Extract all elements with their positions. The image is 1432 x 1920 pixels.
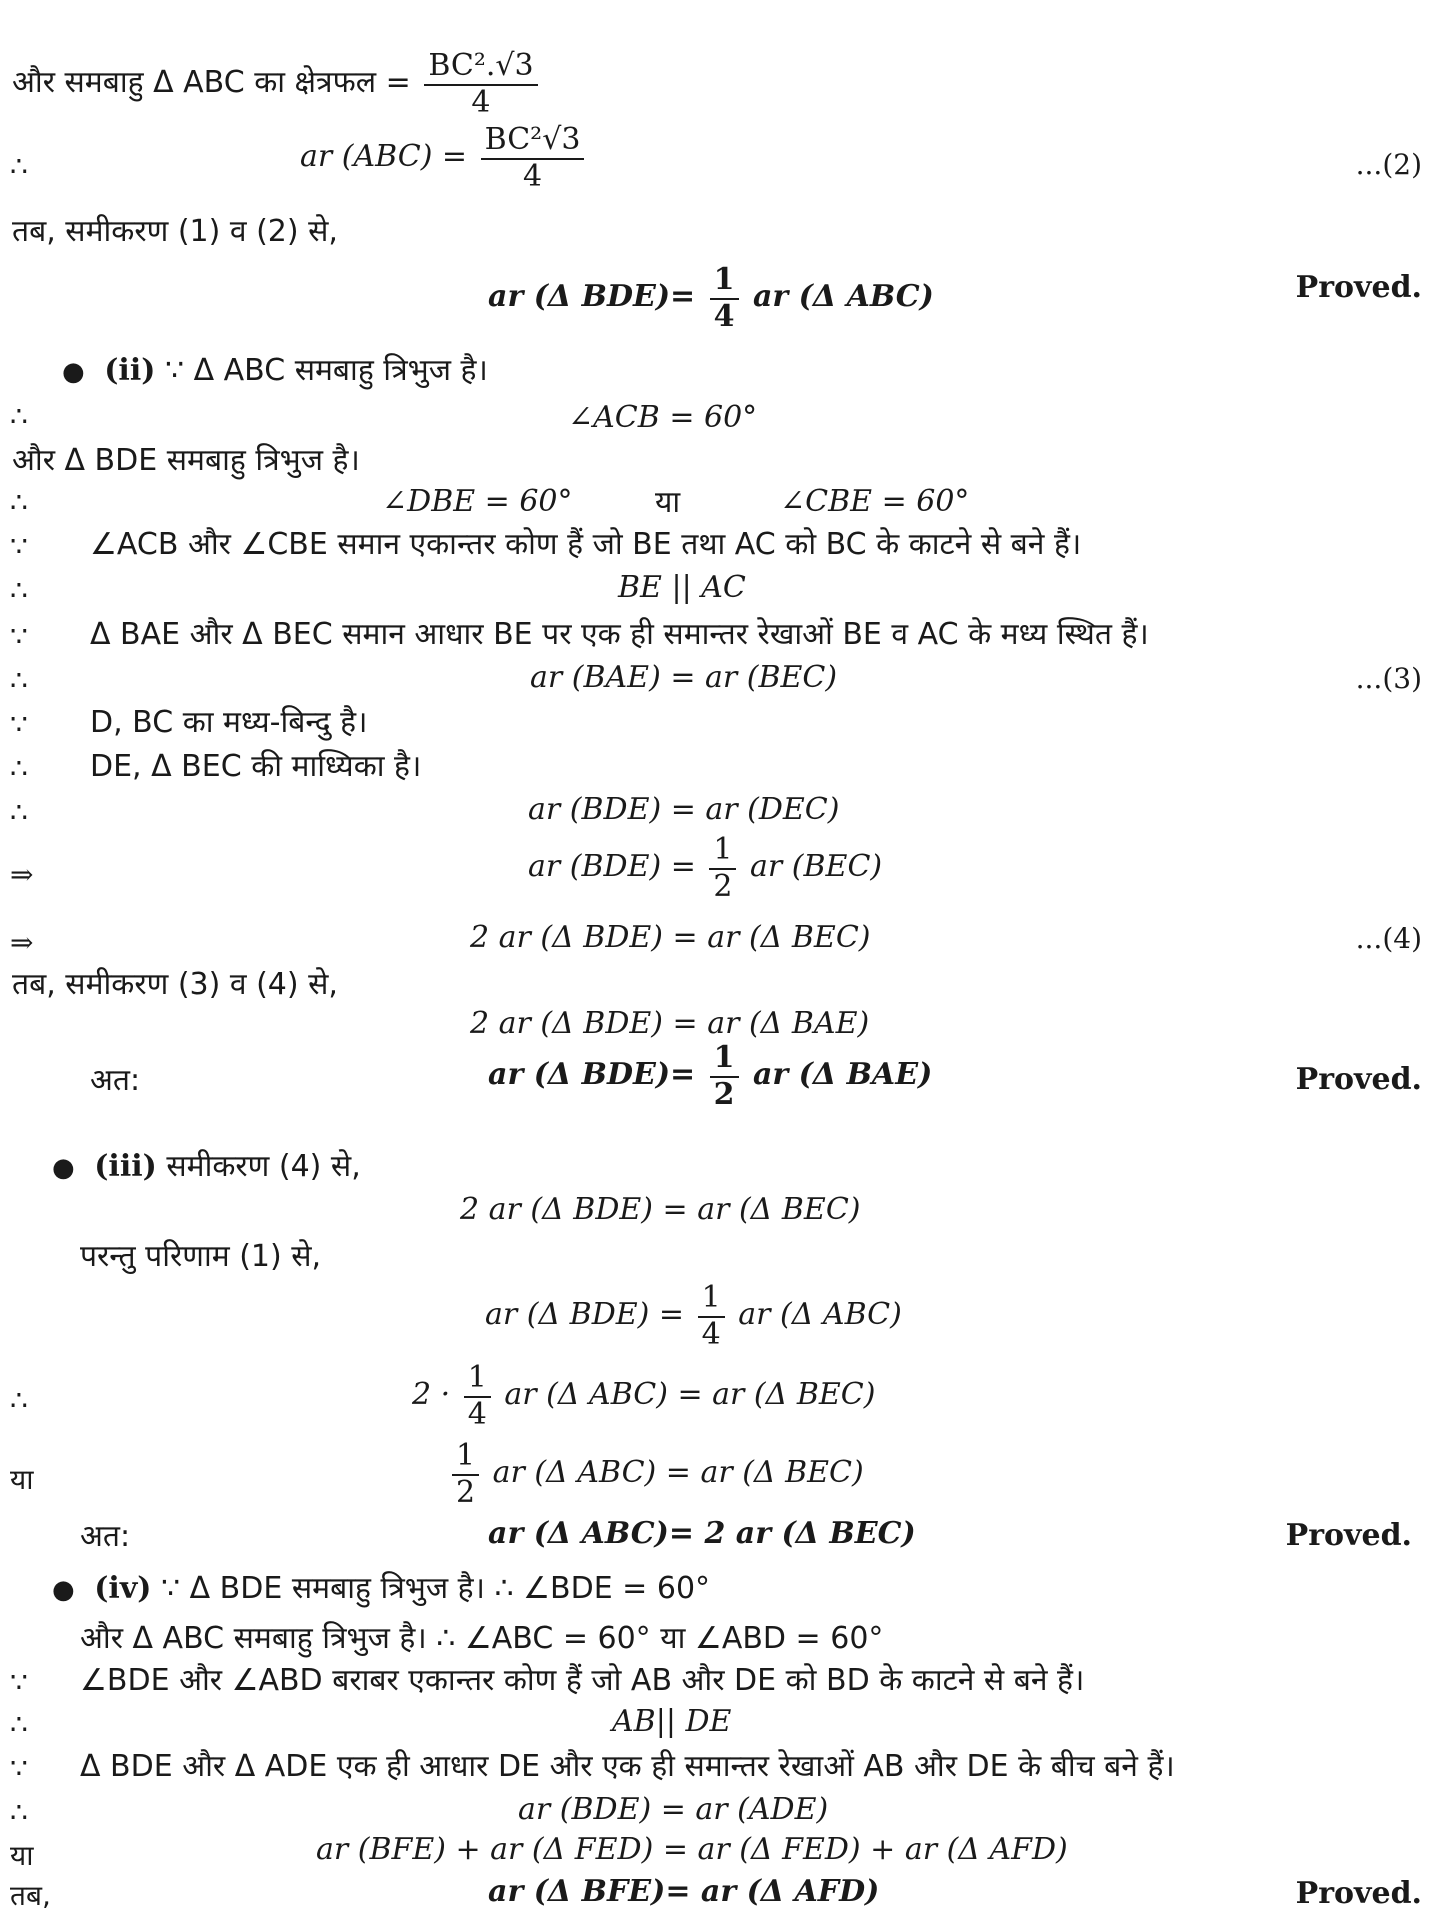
- fraction-numerator: BC²√3: [481, 122, 585, 160]
- double-area-equation: 2 ar (Δ BDE) = ar (Δ BAE): [470, 1006, 870, 1041]
- therefore-symbol: ∴: [10, 1708, 28, 1741]
- equation-ref-2: ...(2): [1355, 148, 1422, 181]
- equation-2: [300, 122, 588, 194]
- equation-rhs: ar (Δ ABC) = ar (Δ BEC): [492, 1455, 864, 1490]
- part-label: (ii): [104, 353, 156, 388]
- therefore-symbol: ∴: [10, 400, 28, 433]
- bullet-icon: ●: [52, 1575, 75, 1605]
- implies-symbol: ⇒: [10, 926, 34, 959]
- equation-ref-3: ...(3): [1355, 662, 1422, 695]
- area-text: और समबाहु Δ ABC का क्षेत्रफल =: [12, 65, 411, 100]
- double-area-equation: 2 ar (Δ BDE) = ar (Δ BEC): [460, 1192, 861, 1227]
- fraction-numerator: 1: [710, 262, 739, 300]
- therefore-symbol: ∴: [10, 574, 28, 607]
- then-statement: तब, समीकरण (3) व (4) से,: [12, 967, 338, 1002]
- fraction-denominator: 4: [713, 299, 735, 334]
- proof-result-i: [488, 262, 934, 334]
- bullet-icon: ●: [52, 1153, 75, 1183]
- quarter-area-equation: [485, 1280, 902, 1352]
- therefore-symbol: ∴: [10, 1384, 28, 1417]
- proved-label: Proved.: [1295, 270, 1422, 305]
- equation-lhs: ar (Δ BDE) =: [485, 1297, 685, 1332]
- fraction-numerator: 1: [710, 1040, 739, 1078]
- alternate-angles-statement: ∠BDE और ∠ABD बराबर एकान्तर कोण हैं जो AB और DE को BD के काटने से बने हैं।: [80, 1663, 1085, 1698]
- hence-word: अत:: [80, 1519, 131, 1554]
- implies-symbol: ⇒: [10, 858, 34, 891]
- median-equation: ar (BDE) = ar (DEC): [528, 792, 840, 827]
- part-text: ∵ Δ ABC समबाहु त्रिभुज है।: [164, 353, 488, 388]
- therefore-symbol: ∴: [10, 486, 28, 519]
- fraction-numerator: 1: [698, 1280, 725, 1318]
- therefore-symbol: ∴: [10, 1796, 28, 1829]
- be-parallel-ac: BE || AC: [618, 570, 746, 605]
- equation-fraction: [464, 1360, 491, 1432]
- then-statement: तब, समीकरण (1) व (2) से,: [12, 214, 338, 249]
- because-symbol: ∵: [10, 530, 28, 563]
- equation-lhs: ar (Δ BDE)=: [488, 279, 696, 314]
- half-area-equation: [528, 832, 882, 904]
- proved-label: Proved.: [1295, 1876, 1422, 1911]
- same-base-statement: Δ BDE और Δ ADE एक ही आधार DE और एक ही समान्तर रेखाओं AB और DE के बीच बने हैं।: [80, 1749, 1175, 1784]
- result-1-statement: परन्तु परिणाम (1) से,: [80, 1239, 322, 1274]
- fraction-denominator: 4: [467, 1397, 487, 1432]
- substitution-equation: [412, 1360, 875, 1432]
- part-iii-heading: [52, 1148, 361, 1187]
- area-statement: [12, 48, 542, 120]
- equation-rhs: ar (Δ BAE): [752, 1057, 933, 1092]
- equation-lhs: ar (Δ BDE)=: [488, 1057, 696, 1092]
- because-symbol: ∵: [10, 708, 28, 741]
- fraction-numerator: 1: [464, 1360, 491, 1398]
- bde-equilateral: और Δ BDE समबाहु त्रिभुज है।: [12, 443, 360, 478]
- therefore-symbol: ∴: [10, 752, 28, 785]
- equation-fraction: [698, 1280, 725, 1352]
- angle-dbe: ∠DBE = 60°: [382, 484, 573, 519]
- fraction-numerator: BC².√3: [424, 48, 537, 86]
- angle-cbe: ∠CBE = 60°: [780, 484, 970, 519]
- proof-result-iv: ar (Δ BFE)= ar (Δ AFD): [488, 1874, 880, 1909]
- part-iv-heading: [52, 1570, 710, 1609]
- area-bde-ade: ar (BDE) = ar (ADE): [518, 1792, 829, 1827]
- simplified-equation: [448, 1438, 864, 1510]
- or-word: या: [10, 1839, 34, 1872]
- proof-result-ii: [488, 1040, 932, 1112]
- abc-equilateral: और Δ ABC समबाहु त्रिभुज है। ∴ ∠ABC = 60° या ∠ABD = 60°: [80, 1621, 884, 1656]
- proof-result-iii: ar (Δ ABC)= 2 ar (Δ BEC): [488, 1516, 916, 1551]
- fraction-numerator: 1: [452, 1438, 479, 1476]
- equation-4: 2 ar (Δ BDE) = ar (Δ BEC): [470, 920, 871, 955]
- bullet-icon: ●: [62, 357, 85, 387]
- equation-rhs: ar (BEC): [750, 849, 883, 884]
- therefore-symbol: ∴: [10, 796, 28, 829]
- or-word: या: [10, 1463, 34, 1496]
- equation-fraction: [452, 1438, 479, 1510]
- because-symbol: ∵: [10, 1752, 28, 1785]
- midpoint-statement: D, BC का मध्य-बिन्दु है।: [90, 705, 368, 740]
- fraction-denominator: 4: [701, 1317, 721, 1352]
- equation-rhs: ar (Δ ABC): [752, 279, 934, 314]
- fraction-denominator: 2: [713, 869, 733, 904]
- because-symbol: ∵: [10, 620, 28, 653]
- proved-label: Proved.: [1285, 1518, 1412, 1553]
- equation-rhs: ar (Δ ABC): [738, 1297, 902, 1332]
- part-text: समीकरण (4) से,: [166, 1149, 361, 1184]
- therefore-symbol: ∴: [10, 664, 28, 697]
- ab-parallel-de: AB|| DE: [612, 1704, 732, 1739]
- fraction-numerator: 1: [709, 832, 736, 870]
- alternate-angles-statement: ∠ACB और ∠CBE समान एकान्तर कोण हैं जो BE तथा AC को BC के काटने से बने हैं।: [90, 527, 1082, 562]
- equation-ref-4: ...(4): [1355, 922, 1422, 955]
- because-symbol: ∵: [10, 1666, 28, 1699]
- hence-word: अत:: [90, 1063, 141, 1098]
- fraction-denominator: 2: [456, 1475, 476, 1510]
- equation-fraction: [709, 832, 736, 904]
- equation-3: ar (BAE) = ar (BEC): [530, 660, 838, 695]
- or-word: या: [655, 485, 681, 520]
- then-word: तब,: [10, 1879, 51, 1912]
- proved-label: Proved.: [1295, 1062, 1422, 1097]
- median-statement: DE, Δ BEC की माध्यिका है।: [90, 749, 422, 784]
- area-sum-equation: ar (BFE) + ar (Δ FED) = ar (Δ FED) + ar (Δ AFD): [316, 1832, 1068, 1867]
- angle-acb: ∠ACB = 60°: [568, 400, 758, 435]
- equation-lhs: ar (BDE) =: [528, 849, 696, 884]
- fraction-denominator: 2: [713, 1077, 735, 1112]
- therefore-symbol: ∴: [10, 150, 28, 183]
- same-base-statement: Δ BAE और Δ BEC समान आधार BE पर एक ही समान्तर रेखाओं BE व AC के मध्य स्थित हैं।: [90, 617, 1149, 652]
- equation-prefix: 2 ·: [412, 1377, 451, 1412]
- fraction-denominator: 4: [471, 85, 491, 120]
- equation-fraction: [481, 122, 585, 194]
- part-ii-heading: [62, 352, 488, 391]
- part-label: (iii): [94, 1149, 157, 1184]
- equation-lhs: ar (ABC) =: [300, 139, 468, 174]
- equation-rhs: ar (Δ ABC) = ar (Δ BEC): [504, 1377, 876, 1412]
- equation-fraction: [710, 1040, 739, 1112]
- area-fraction: [424, 48, 537, 120]
- equation-fraction: [710, 262, 739, 334]
- part-label: (iv): [94, 1571, 152, 1606]
- fraction-denominator: 4: [522, 159, 543, 194]
- part-text: ∵ Δ BDE समबाहु त्रिभुज है। ∴ ∠BDE = 60°: [161, 1571, 711, 1606]
